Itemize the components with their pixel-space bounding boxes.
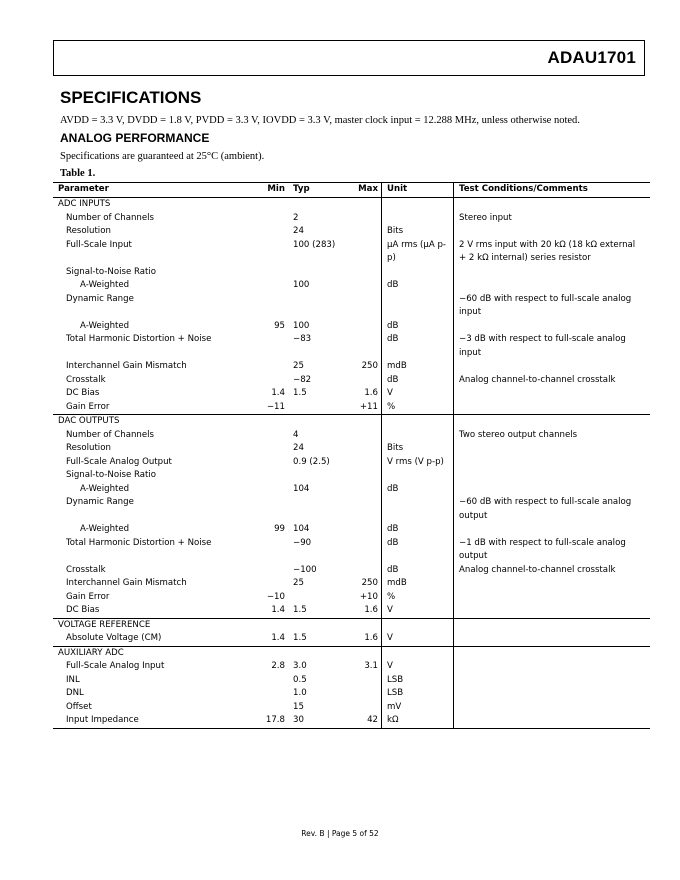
condition-cell	[454, 456, 651, 470]
param-cell: Full-Scale Analog Input	[66, 661, 165, 671]
max-cell	[343, 618, 382, 632]
typ-cell: −90	[293, 537, 312, 548]
unit-cell: LSB	[382, 674, 454, 688]
table-row	[53, 618, 650, 632]
unit-cell	[382, 469, 454, 483]
min-cell	[250, 646, 288, 660]
doc-code: ADAU1701	[547, 48, 636, 67]
unit-cell: dB	[382, 374, 454, 388]
unit-cell: V	[382, 632, 454, 646]
max-cell	[343, 456, 382, 470]
max-cell	[343, 687, 382, 701]
param-cell: Input Impedance	[53, 714, 250, 728]
unit-cell: %	[382, 591, 454, 605]
condition-cell	[454, 401, 651, 415]
param-cell: VOLTAGE REFERENCE	[53, 618, 250, 632]
min-cell: 95	[274, 320, 285, 331]
max-cell	[343, 523, 382, 537]
page-footer: Rev. B | Page 5 of 52	[301, 829, 379, 838]
unit-cell: dB	[382, 279, 454, 293]
min-cell	[250, 429, 288, 443]
table-row	[53, 212, 650, 226]
param-cell: Gain Error	[66, 401, 110, 412]
table-row	[53, 564, 650, 578]
param-cell: Dynamic Range	[66, 497, 134, 507]
typ-cell: 1.5	[293, 633, 307, 643]
table-row	[53, 523, 650, 537]
max-cell: +11	[359, 401, 378, 412]
max-cell: 42	[343, 714, 382, 728]
param-cell: Total Harmonic Distortion + Noise	[66, 334, 212, 344]
spec-table	[53, 182, 650, 729]
condition-cell	[454, 646, 651, 660]
typ-cell	[288, 266, 343, 280]
condition-cell	[454, 360, 651, 374]
condition-cell: −60 dB with respect to full-scale analog input	[454, 293, 651, 320]
condition-cell: Analog channel-to-channel crosstalk	[454, 374, 651, 388]
param-cell: Crosstalk	[66, 564, 106, 575]
condition-cell: −3 dB with respect to full-scale analog input	[454, 333, 651, 360]
condition-cell	[454, 660, 651, 674]
min-cell: −11	[266, 401, 285, 412]
condition-cell	[454, 687, 651, 701]
table-row	[53, 360, 650, 374]
min-cell	[250, 374, 288, 388]
min-cell	[250, 442, 288, 456]
table-header-row	[53, 183, 650, 198]
condition-cell	[454, 483, 651, 497]
unit-cell	[382, 496, 454, 523]
section-title: SPECIFICATIONS	[60, 88, 202, 107]
header-parameter: Parameter	[53, 183, 250, 198]
condition-cell	[454, 577, 651, 591]
condition-cell	[454, 591, 651, 605]
unit-cell: dB	[382, 564, 454, 578]
param-cell: DC Bias	[66, 605, 100, 615]
max-cell	[343, 212, 382, 226]
typ-cell	[288, 293, 343, 320]
table-row	[53, 469, 650, 483]
param-cell: Offset	[66, 701, 92, 712]
table-row	[53, 374, 650, 388]
min-cell	[250, 415, 288, 429]
condition-cell: 2 V rms input with 20 kΩ (18 kΩ external + 2 kΩ internal) series resistor	[454, 239, 651, 266]
typ-cell: 104	[293, 483, 310, 494]
table-row	[53, 266, 650, 280]
typ-cell: 100 (283)	[293, 239, 336, 250]
typ-cell	[288, 496, 343, 523]
param-cell: A-Weighted	[80, 280, 130, 290]
max-cell	[343, 429, 382, 443]
header-conditions: Test Conditions/Comments	[454, 183, 651, 198]
min-cell	[250, 469, 288, 483]
table-row	[53, 429, 650, 443]
table-row	[53, 293, 650, 320]
condition-cell: Stereo input	[454, 212, 651, 226]
unit-cell: dB	[382, 537, 454, 564]
max-cell	[343, 537, 382, 564]
unit-cell	[382, 618, 454, 632]
param-cell: Resolution	[66, 226, 111, 236]
table-row	[53, 333, 650, 360]
table-row	[53, 483, 650, 497]
unit-cell	[382, 293, 454, 320]
min-cell	[250, 360, 288, 374]
min-cell	[250, 279, 288, 293]
condition-cell	[454, 415, 651, 429]
unit-cell: mV	[382, 701, 454, 715]
min-cell	[250, 239, 288, 266]
max-cell: 1.6	[364, 633, 378, 643]
condition-cell: −1 dB with respect to full-scale analog output	[454, 537, 651, 564]
table-row	[53, 714, 650, 728]
condition-cell	[454, 320, 651, 334]
max-cell: 1.6	[364, 388, 378, 398]
unit-cell: V	[382, 604, 454, 618]
min-cell: −10	[266, 591, 285, 602]
min-cell	[250, 483, 288, 497]
unit-cell: dB	[382, 333, 454, 360]
max-cell	[343, 701, 382, 715]
unit-cell: dB	[382, 483, 454, 497]
unit-cell: V	[382, 660, 454, 674]
typ-cell: −100	[293, 564, 317, 575]
header-min: Min	[250, 183, 288, 198]
condition-cell: Analog channel-to-channel crosstalk	[454, 564, 651, 578]
unit-cell: Bits	[382, 442, 454, 456]
typ-cell: 104	[293, 524, 310, 534]
condition-cell	[454, 387, 651, 401]
min-cell	[250, 293, 288, 320]
unit-cell	[382, 212, 454, 226]
param-cell: Total Harmonic Distortion + Noise	[66, 537, 212, 548]
param-cell: Signal-to-Noise Ratio	[66, 470, 157, 480]
header-box	[53, 40, 645, 76]
param-cell: Interchannel Gain Mismatch	[66, 578, 187, 588]
max-cell	[343, 266, 382, 280]
param-cell: A-Weighted	[80, 524, 130, 534]
max-cell: 3.1	[364, 661, 378, 671]
max-cell	[343, 225, 382, 239]
unit-cell	[382, 429, 454, 443]
param-cell: Interchannel Gain Mismatch	[66, 361, 187, 371]
typ-cell: −83	[293, 334, 312, 344]
table-body	[53, 198, 650, 729]
unit-cell: V	[382, 387, 454, 401]
condition-cell	[454, 198, 651, 212]
param-cell: A-Weighted	[80, 320, 130, 331]
unit-cell: dB	[382, 320, 454, 334]
param-cell: DC Bias	[66, 388, 100, 398]
condition-cell: −60 dB with respect to full-scale analog output	[454, 496, 651, 523]
min-cell: 1.4	[271, 633, 285, 643]
table-row	[53, 577, 650, 591]
typ-cell	[288, 591, 343, 605]
typ-cell: 100	[293, 320, 310, 331]
note-text: Specifications are guaranteed at 25°C (ambient).	[60, 151, 265, 162]
max-cell	[343, 483, 382, 497]
table-row	[53, 604, 650, 618]
param-cell: Crosstalk	[66, 374, 106, 385]
max-cell	[343, 442, 382, 456]
max-cell	[343, 374, 382, 388]
min-cell	[250, 212, 288, 226]
table-row	[53, 646, 650, 660]
conditions-text: AVDD = 3.3 V, DVDD = 1.8 V, PVDD = 3.3 V, IOVDD = 3.3 V, master clock input = 12.288 MHz, unless otherwise noted.	[60, 115, 580, 126]
max-cell	[343, 646, 382, 660]
typ-cell: −82	[293, 374, 312, 385]
max-cell	[343, 469, 382, 483]
param-cell: INL	[66, 674, 80, 685]
table-row	[53, 456, 650, 470]
unit-cell	[382, 266, 454, 280]
condition-cell	[454, 225, 651, 239]
min-cell: 1.4	[271, 388, 285, 398]
table-row	[53, 239, 650, 266]
max-cell	[343, 333, 382, 360]
condition-cell	[454, 701, 651, 715]
max-cell	[343, 293, 382, 320]
param-cell: Full-Scale Analog Output	[66, 456, 172, 467]
table-caption: Table 1.	[60, 168, 96, 179]
table-row	[53, 387, 650, 401]
condition-cell	[454, 442, 651, 456]
max-cell: 250	[361, 361, 378, 371]
param-cell: DAC OUTPUTS	[53, 415, 250, 429]
table-row	[53, 660, 650, 674]
unit-cell	[382, 198, 454, 212]
min-cell: 1.4	[271, 605, 285, 615]
typ-cell: 2	[293, 212, 299, 223]
typ-cell: 1.5	[293, 605, 307, 615]
param-cell: Number of Channels	[66, 212, 155, 223]
condition-cell	[454, 469, 651, 483]
typ-cell: 1.5	[293, 388, 307, 398]
typ-cell: 15	[293, 701, 304, 712]
typ-cell: 25	[293, 361, 304, 371]
min-cell	[250, 687, 288, 701]
typ-cell: 25	[293, 578, 304, 588]
table-row	[53, 537, 650, 564]
condition-cell	[454, 674, 651, 688]
param-cell: Signal-to-Noise Ratio	[66, 266, 157, 277]
typ-cell: 24	[293, 443, 304, 453]
condition-cell	[454, 266, 651, 280]
min-cell: 99	[274, 524, 285, 534]
unit-cell: mdB	[382, 360, 454, 374]
unit-cell	[382, 646, 454, 660]
max-cell: 1.6	[364, 605, 378, 615]
unit-cell: LSB	[382, 687, 454, 701]
max-cell: +10	[359, 591, 378, 602]
param-cell: ADC INPUTS	[53, 198, 250, 212]
condition-cell	[454, 604, 651, 618]
min-cell: 17.8	[250, 714, 288, 728]
min-cell	[250, 537, 288, 564]
typ-cell: 24	[293, 226, 304, 236]
param-cell: DNL	[66, 688, 84, 698]
max-cell	[343, 239, 382, 266]
typ-cell: 0.9 (2.5)	[293, 456, 330, 467]
param-cell: A-Weighted	[80, 483, 130, 494]
table-row	[53, 591, 650, 605]
unit-cell: dB	[382, 523, 454, 537]
table-row	[53, 674, 650, 688]
max-cell	[343, 564, 382, 578]
min-cell	[250, 198, 288, 212]
unit-cell: µA rms (µA p-p)	[382, 239, 454, 266]
table-row	[53, 701, 650, 715]
min-cell	[250, 456, 288, 470]
table-row	[53, 687, 650, 701]
min-cell	[250, 577, 288, 591]
min-cell	[250, 701, 288, 715]
param-cell: Absolute Voltage (CM)	[66, 633, 162, 643]
typ-cell: 100	[293, 280, 310, 290]
unit-cell: V rms (V p-p)	[382, 456, 454, 470]
param-cell: Gain Error	[66, 591, 110, 602]
condition-cell	[454, 632, 651, 646]
table-row	[53, 225, 650, 239]
param-cell: AUXILIARY ADC	[53, 646, 250, 660]
condition-cell	[454, 523, 651, 537]
typ-cell	[288, 646, 343, 660]
max-cell	[343, 198, 382, 212]
min-cell	[250, 266, 288, 280]
header-typ: Typ	[288, 183, 343, 198]
unit-cell: %	[382, 401, 454, 415]
condition-cell: Two stereo output channels	[454, 429, 651, 443]
typ-cell: 30	[288, 714, 343, 728]
table-row	[53, 415, 650, 429]
typ-cell	[288, 198, 343, 212]
min-cell	[250, 225, 288, 239]
param-cell: Resolution	[66, 443, 111, 453]
param-cell: Full-Scale Input	[66, 239, 132, 250]
param-cell: Dynamic Range	[66, 293, 134, 304]
max-cell	[343, 279, 382, 293]
unit-cell: kΩ	[382, 714, 454, 728]
subsection-title: ANALOG PERFORMANCE	[60, 131, 210, 145]
min-cell	[250, 564, 288, 578]
max-cell	[343, 496, 382, 523]
condition-cell	[454, 714, 651, 728]
table-row	[53, 442, 650, 456]
max-cell	[343, 415, 382, 429]
min-cell	[250, 618, 288, 632]
typ-cell: 0.5	[293, 674, 307, 685]
min-cell	[250, 496, 288, 523]
min-cell	[250, 333, 288, 360]
table-row	[53, 496, 650, 523]
typ-cell	[288, 415, 343, 429]
typ-cell: 4	[293, 429, 299, 440]
typ-cell	[288, 469, 343, 483]
unit-cell: mdB	[382, 577, 454, 591]
typ-cell: 1.0	[293, 688, 307, 698]
max-cell: 250	[361, 578, 378, 588]
max-cell	[343, 320, 382, 334]
param-cell: Number of Channels	[66, 429, 155, 440]
table-row	[53, 320, 650, 334]
header-max: Max	[343, 183, 382, 198]
min-cell	[250, 674, 288, 688]
header-unit: Unit	[382, 183, 454, 198]
table-row	[53, 198, 650, 212]
unit-cell	[382, 415, 454, 429]
unit-cell: Bits	[382, 225, 454, 239]
condition-cell	[454, 618, 651, 632]
min-cell: 2.8	[271, 661, 285, 671]
table-row	[53, 401, 650, 415]
typ-cell	[288, 401, 343, 415]
max-cell	[343, 674, 382, 688]
typ-cell: 3.0	[293, 661, 307, 671]
table-row	[53, 279, 650, 293]
condition-cell	[454, 279, 651, 293]
table-row	[53, 632, 650, 646]
typ-cell	[288, 618, 343, 632]
